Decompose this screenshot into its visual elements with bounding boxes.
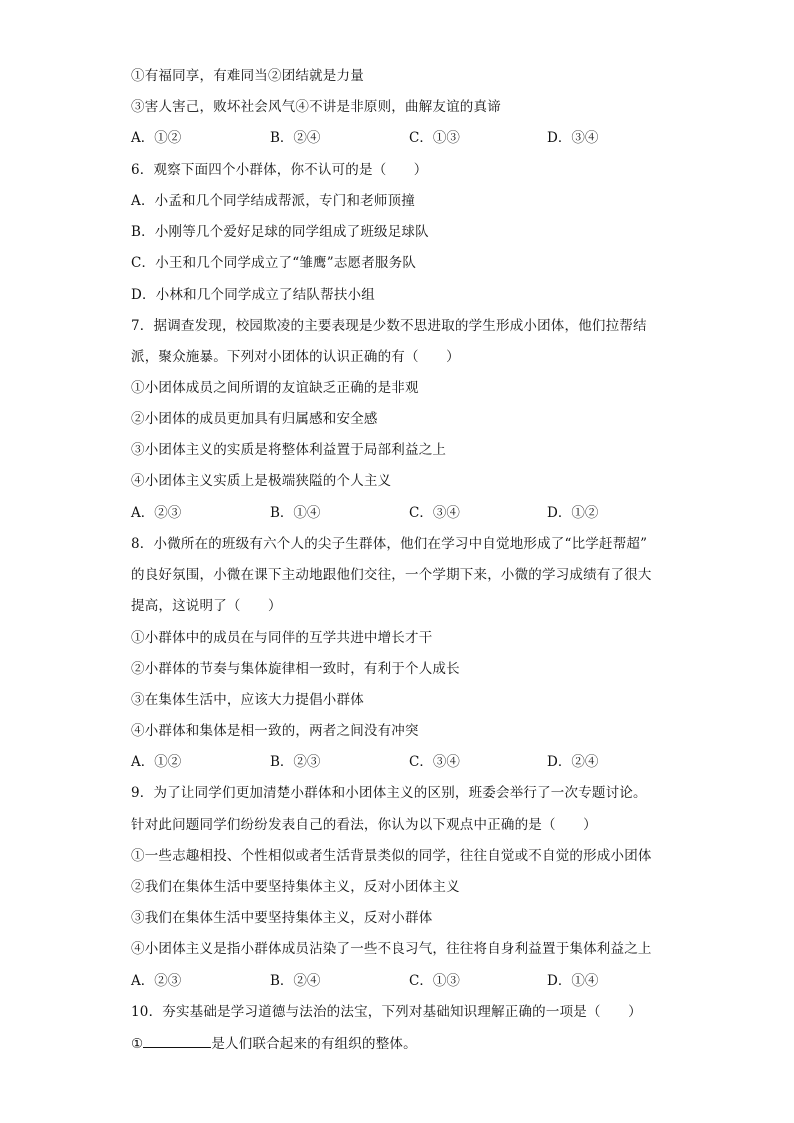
q9-option-b[interactable]: B．②④ — [270, 973, 321, 989]
q7-option-d[interactable]: D．①② — [547, 505, 599, 521]
q8-stem-line-2: 的良好氛围，小微在课下主动地跟他们交往，一个学期下来，小微的学习成绩有了很大 — [131, 567, 652, 583]
q8-stem-line-1: 8．小微所在的班级有六个人的尖子生群体，他们在学习中自觉地形成了“比学赶帮超” — [131, 536, 648, 552]
q9-options — [131, 971, 691, 991]
q5-option-b[interactable]: B．②④ — [270, 130, 321, 146]
q9-option-c[interactable]: C．①③ — [409, 973, 460, 989]
fill-in-blank[interactable] — [143, 1033, 211, 1048]
q6-stem: 6．观察下面四个小群体，你不认可的是（ ） — [131, 162, 428, 178]
q9-option-a[interactable]: A．②③ — [131, 973, 182, 989]
q9-statement-3: ③我们在集体生活中要坚持集体主义，反对小群体 — [131, 910, 433, 926]
q6-choice-c[interactable]: C．小王和几个同学成立了“雏鹰”志愿者服务队 — [131, 255, 417, 271]
q6-choice-d[interactable]: D．小林和几个同学成立了结队帮扶小组 — [131, 287, 375, 303]
q7-statement-2: ②小团体的成员更加具有归属感和安全感 — [131, 411, 378, 427]
q6-choice-a[interactable]: A．小孟和几个同学结成帮派，专门和老师顶撞 — [131, 193, 415, 209]
q9-stem-line-2: 针对此问题同学们纷纷发表自己的看法，你认为以下观点中正确的是（ ） — [131, 817, 597, 833]
q7-option-c[interactable]: C．③④ — [409, 505, 460, 521]
q7-option-a[interactable]: A．②③ — [131, 505, 182, 521]
q9-statement-2: ②我们在集体生活中要坚持集体主义，反对小团体主义 — [131, 879, 460, 895]
q9-stem-line-1: 9．为了让同学们更加清楚小群体和小团体主义的区别，班委会举行了一次专题讨论。 — [131, 785, 647, 801]
q8-statement-3: ③在集体生活中，应该大力提倡小群体 — [131, 692, 364, 708]
q8-options — [131, 752, 691, 772]
q5-option-d[interactable]: D．③④ — [547, 130, 599, 146]
q6-choice-b[interactable]: B．小刚等几个爱好足球的同学组成了班级足球队 — [131, 224, 429, 240]
q5-options — [131, 128, 691, 148]
q7-statement-4: ④小团体主义实质上是极端狭隘的个人主义 — [131, 473, 392, 489]
q8-statement-4: ④小群体和集体是相一致的，两者之间没有冲突 — [131, 723, 419, 739]
q8-option-a[interactable]: A．①② — [131, 754, 182, 770]
q7-stem-line-2: 派，聚众施暴。下列对小团体的认识正确的有（ ） — [131, 349, 460, 365]
q8-option-b[interactable]: B．②③ — [270, 754, 321, 770]
q7-option-b[interactable]: B．①④ — [270, 505, 321, 521]
q10-item-1-text: 是人们联合起来的有组织的整体。 — [211, 1036, 417, 1052]
q8-option-d[interactable]: D．②④ — [547, 754, 599, 770]
q5-statement-2: ③害人害己，败坏社会风气④不讲是非原则，曲解友谊的真谛 — [131, 99, 501, 115]
q8-stem-line-3: 提高，这说明了（ ） — [131, 598, 282, 614]
q7-stem-line-1: 7．据调查发现，校园欺凌的主要表现是少数不思进取的学生形成小团体，他们拉帮结 — [131, 318, 647, 334]
q9-option-d[interactable]: D．①④ — [547, 973, 599, 989]
q7-options — [131, 503, 691, 523]
q8-statement-1: ①小群体中的成员在与同伴的互学共进中增长才干 — [131, 630, 433, 646]
q5-option-c[interactable]: C．①③ — [409, 130, 460, 146]
q8-statement-2: ②小群体的节奏与集体旋律相一致时，有利于个人成长 — [131, 661, 460, 677]
q7-statement-3: ③小团体主义的实质是将整体利益置于局部利益之上 — [131, 442, 447, 458]
q5-option-a[interactable]: A．①② — [131, 130, 182, 146]
q10-item-1 — [131, 1033, 417, 1054]
q10-item-1-number: ① — [131, 1036, 144, 1052]
q10-stem: 10．夯实基础是学习道德与法治的法宝，下列对基础知识理解正确的一项是（ ） — [131, 1004, 642, 1020]
q5-statement-1: ①有福同享，有难同当②团结就是力量 — [131, 68, 364, 84]
q9-statement-1: ①一些志趣相投、个性相似或者生活背景类似的同学，往往自觉或不自觉的形成小团体 — [131, 848, 652, 864]
q9-statement-4: ④小团体主义是指小群体成员沾染了一些不良习气，往往将自身利益置于集体利益之上 — [131, 941, 652, 957]
q7-statement-1: ①小团体成员之间所谓的友谊缺乏正确的是非观 — [131, 380, 419, 396]
q8-option-c[interactable]: C．③④ — [409, 754, 460, 770]
